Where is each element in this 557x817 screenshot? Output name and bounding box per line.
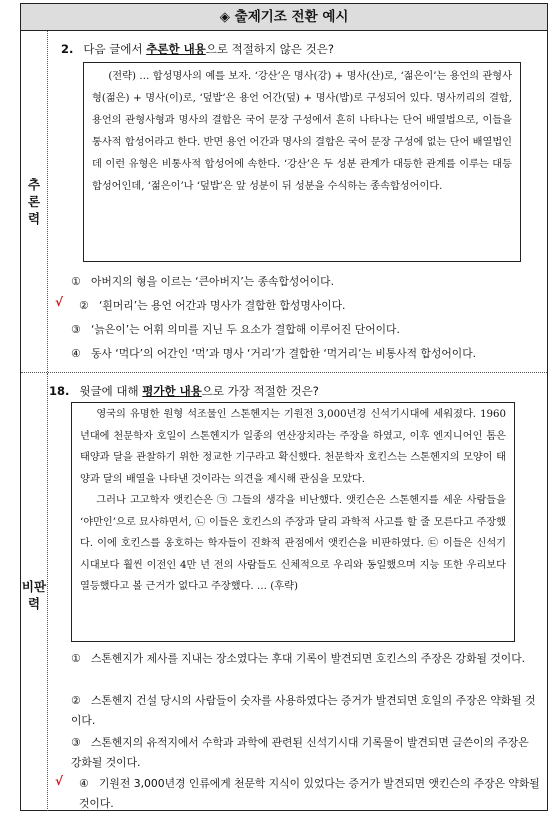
section1-label: 추 론 력: [27, 177, 41, 226]
question-number: 18.: [49, 384, 70, 398]
page-title: ◈ 출제기조 전환 예시: [21, 4, 547, 31]
question-18: 18. 윗글에 대해 평가한 내용으로 가장 적절한 것은?: [49, 384, 319, 398]
option-2[interactable]: ② ‘흰머리’는 용언 어간과 명사가 결합한 합성명사이다.: [79, 299, 346, 312]
question-number: 2.: [61, 42, 74, 56]
passage-1: (전략) … 합성명사의 예를 보자. ‘강산’은 명사(강) + 명사(산)로, ‘젊은이’는 용언의 관형사형(젊은) + 명사(이)로, ‘덮밥’은 용언 어간(덮) + 명사(밥)로 구성되어 있다. 명사끼리의 결합, 용언의 관형사형과 명사의 결합은 국어 문장 구성에서 흔히 나타나는 단어 배열법으로, 이들을 통사적 합성어라고 한다. 반면 용언 어간과 명사의 결합은 국어 문장 구성에 없는 단어 배열법인데 이런 유형은 비통사적 합성어에 속한다. ‘강산’은 두 성분 관계가 대등한 관계를 이루는 대등합성어인데, ‘젊은이’나 ‘덮밥’은 앞 성분이 뒤 성분을 수식하는 종속합성어이다.: [83, 62, 521, 262]
option-3[interactable]: ③ ‘늙은이’는 어휘 의미를 지닌 두 요소가 결합해 이루어진 단어이다.: [71, 323, 400, 336]
section2-label: 비판 력: [21, 579, 47, 611]
option-3[interactable]: ③ 스톤헨지의 유적지에서 수학과 과학에 관련된 신석기시대 기록물이 발견되면 글쓴이의 주장은 강화될 것이다.: [71, 736, 529, 769]
answer-check-icon: √: [55, 295, 64, 309]
section1-side: [21, 31, 48, 372]
section2-side: [21, 373, 48, 811]
option-4[interactable]: ④ 기원전 3,000년경 인류에게 천문학 지식이 있었다는 증거가 발견되면 앳킨슨의 주장은 약화될 것이다.: [79, 777, 540, 810]
question-highlight: 평가한 내용: [142, 384, 202, 398]
option-1[interactable]: ① 스톤헨지가 제사를 지내는 장소였다는 후대 기록이 발견되면 호킨스의 주장은 강화될 것이다.: [71, 652, 526, 665]
option-2[interactable]: ② 스톤헨지 건설 당시의 사람들이 숫자를 사용하였다는 증거가 발견되면 호일의 주장은 약화될 것이다.: [71, 694, 536, 727]
question-2: 2. 다음 글에서 추론한 내용으로 적절하지 않은 것은?: [61, 42, 334, 56]
option-1[interactable]: ① 아버지의 형을 이르는 ‘큰아버지’는 종속합성어이다.: [71, 275, 335, 288]
question-highlight: 추론한 내용: [146, 42, 206, 56]
document-frame: [20, 3, 548, 811]
passage-2: 영국의 유명한 원형 석조물인 스톤헨지는 기원전 3,000년경 신석기시대에 세워졌다. 1960년대에 천문학자 호일이 스톤헨지가 일종의 연산장치라는 주장을 하였고, 이후 엔지니어인 톰은 태양과 달을 관찰하기 위한 정교한 기구라고 확신했다. 천문학자 호킨스는 스톤헨지의 모양이 태양과 달의 배열을 나타낸 것이라는 의견을 제시해 관심을 모았다. 그러나 고고학자 앳킨슨은 ㉠ 그들의 생각을 비난했다. 앳킨슨은 스톤헨지를 세운 사람들을 ‘야만인’으로 묘사하면서, ㉡ 이들은 호킨스의 주장과 달리 과학적 사고를 할 줄 모른다고 주장했다. 이에 호킨스를 옹호하는 학자들이 진화적 관점에서 앳킨슨을 비판하였다. ㉢ 이들은 신석기시대보다 훨씬 이전인 4만 년 전의 사람들도 신체적으로 우리와 동일했으며 지능 또한 우리보다 열등했다고 볼 근거가 없다고 주장했다. … (후략): [71, 402, 515, 642]
section-divider: [21, 372, 547, 373]
answer-check-icon: √: [55, 774, 64, 788]
option-4[interactable]: ④ 동사 ‘먹다’의 어간인 ‘먹’과 명사 ‘거리’가 결합한 ‘먹거리’는 비통사적 합성어이다.: [71, 347, 477, 360]
